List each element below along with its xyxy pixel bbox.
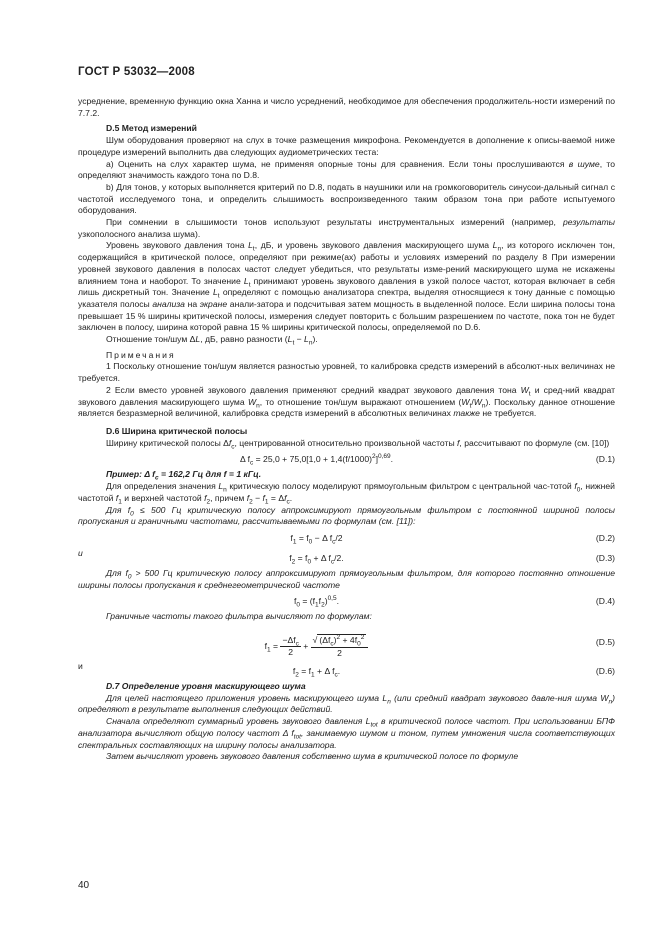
paragraph: Граничные частоты такого фильтра вычисляют по формулам: [106,611,372,622]
paragraph: Отношение тон/шум ΔL, дБ, равно разности $(L_t - L_n)$. [106,334,318,347]
equation-d5: $f_1$ = $\frac{-\Delta f_c}{2}$ + $\frac{√ (\Delta f_c)^2 + 4f_0^2}{2}$ (D.5) [264,634,615,658]
equation-d3: и $f_2 = f_0 + \Delta$ $f_c/2$. (D.3) [78,547,615,566]
conjunction: и [78,661,83,672]
section-heading-d6: D.6 Ширина критической полосы [106,425,248,436]
notes-title: Примечания [106,349,176,360]
conjunction: и [78,547,83,558]
equation-number: (D.3) [595,552,615,563]
equation-number: (D.4) [595,596,615,607]
standard-header: ГОСТ Р 53032—2008 [78,66,195,78]
equation-d2: $f_1 = f_0 - \Delta$ $f_c/2$ (D.2) [290,532,615,546]
paragraph: Сначала определяют суммарный уровень звукового давления $L_{tot}$ в критической полосе частот. При использовании БПФ анализатора вычисляют общую полосу частот Δ $f_{tot}$, занимаемую шумом и тоном, путем умножения числа соответствующих спектральных составляющих на ширину полосы анализатора. [78,716,615,750]
note: 2 Если вместо уровней звукового давления применяют средний квадрат звукового давления тона $W_t$ и сред-ний квадрат звукового давления маскирующего шума $W_n$, то отношение тон/шум выражают отношением $(W_t/W_n)$. Поскольку данное отношение является безразмерной величиной, калибровка средств измерений в абсолютных величинах также не требуется. [78,384,616,419]
equation-number: (D.1) [595,454,615,465]
paragraph: Уровень звукового давления тона $L_t$, дБ, и уровень звукового давления маскирующего шума $L_n$, из которого исключен тон, содержащийся в критической полосе, определяют при режиме(ах) работы и условиях измерений по разделу 8 При измерении уровней звукового давления в полосах частот следует убедиться, что результаты изме-рений маскирующего шума не искажены влиянием тона и наоборот. То значение $L_t$ принимают уровень звукового давления в узкой полосе частот, которая включает в себя лишь дискретный тон. Значение $L_t$ определяют с помощью анализатора спектра, выделяя относящиеся к тону данные с помощью указателя полосы анализа на экране анали-затора и подсчитывая затем мощность в выделенной полосе. Если ширина полосы тона превышает 15 % ширины критической полосы, измерения следует повторить с большим разрешением по частоте, пока тон не будет заключен в полосу, ширина которой равна 15 % ширины критической полосы, определяемой по D.6. [78,240,616,333]
equation-d6: и $f_2 = f_1 + \Delta$ $f_c$. (D.6) [78,661,615,679]
paragraph: Для определения значения $L_n$ критическую полосу моделируют прямоугольным фильтром с центральной час-тотой $f_0$, нижней частотой $f_1$ и верхней частотой $f_2$, причем $f_2 - f_1 = \Delta f_c$. [78,481,615,506]
note: 1 Поскольку отношение тон/шум является разностью уровней, то калибровка средств измерений в абсолют-ных величинах не требуется. [78,361,615,384]
equation-number: (D.5) [595,637,615,648]
example: Пример: Δ $f_c = 162,2$ Гц для f = 1 кГц. [106,469,262,483]
paragraph: b) Для тонов, у которых выполняется критерий по D.8, подать в наушники или на громкоговоритель синусои-дальный сигнал с частотой исследуемого тона, и определить слышимость воспроизведенного таким образом тона при работе испытуемого оборудования. [78,181,615,216]
page-number: 40 [78,880,90,891]
section-heading-d5: D.5 Метод измерений [106,123,197,134]
page-content [78,96,615,763]
paragraph: Шум оборудования проверяют на слух в точке размещения микрофона. Рекомендуется в дополнение к описы-ваемой ниже процедуре измерений выполнить два следующих аудиометрических теста: [78,135,615,157]
equation-number: (D.6) [595,666,615,677]
paragraph: Для $f_0 \le 500$ Гц критическую полосу аппроксимируют прямоугольным фильтром с постоянной шириной полосы пропускания и граничными частотами, рассчитываемыми по формулам (см. [11]): [78,504,616,527]
paragraph: Затем вычисляют уровень звукового давления собственно шума в критической полосе по формуле [106,751,519,762]
paragraph: усреднение, временную функцию окна Ханна и число усреднений, необходимое для обеспечения продолжитель-ности измерений по 7.7.2. [78,96,615,118]
equation-number: (D.2) [595,532,615,543]
paragraph: a) Оценить на слух характер шума, не применяя опорные тоны для сравнения. Если тоны прослушиваются в шуме, то определяют значимость каждого тона по D.8. [78,158,615,181]
paragraph: Ширину критической полосы $\Delta f_c$, центрированной относительно произвольной частоты f, рассчитывают по формуле (см. [10]) [106,437,610,451]
equation-d1: Δ $f_c = 25,0 + 75,0[1,0 + 1,4(f/1000)^2]^{0,69}$. (D.1) [239,453,615,468]
paragraph: Для $f_0 > 500$ Гц критическую полосу аппроксимируют прямоугольным фильтром, для которого постоянно отношение ширины полосы пропускания к среднегеометрической частоте [78,567,616,590]
paragraph: Для целей настоящего приложения уровень маскирующего шума $L_n$ (или средний квадрат звукового давле-ния шума $W_n$) определяют в результате выполнения следующих действий. [78,692,616,715]
section-heading-d7: D.7 Определение уровня маскирующего шума [106,681,306,692]
paragraph: При сомнении в слышимости тонов используют результаты инструментальных измерений (например, результаты узкополосного анализа шума). [78,217,615,239]
equation-d4: $f_0 = (f_1f_2)^{0,5}$. (D.4) [293,595,615,610]
